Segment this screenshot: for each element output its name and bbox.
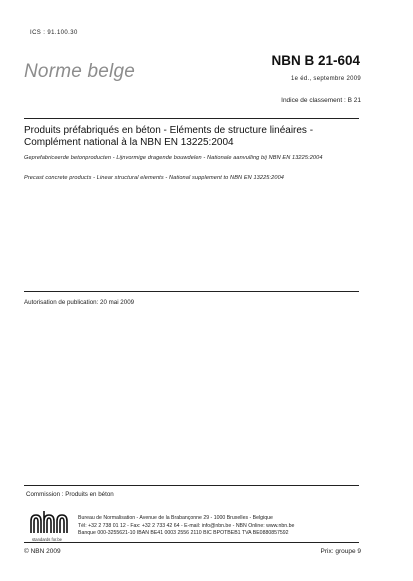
divider bbox=[24, 542, 359, 543]
title-english: Precast concrete products - Linear structural elements - National supplement to NBN EN 13225:2004 bbox=[24, 175, 284, 181]
copyright: © NBN 2009 bbox=[24, 548, 61, 555]
edition-date: 1e éd., septembre 2009 bbox=[291, 76, 361, 82]
nbn-logo-icon bbox=[28, 507, 68, 541]
document-type-label: Norme belge bbox=[24, 61, 135, 82]
divider bbox=[24, 118, 359, 119]
bank-line: Banque 000-3255621-10 IBAN BE41 0003 2556 2110 BIC BPOTBEB1 TVA BE0880857592 bbox=[78, 530, 289, 537]
standard-number: NBN B 21-604 bbox=[271, 53, 360, 68]
contact-line: Tél: +32 2 738 01 12 - Fax: +32 2 733 42 64 - E-mail: info@nbn.be - NBN Online: www.nbn.be bbox=[78, 522, 295, 529]
address-line: Bureau de Normalisation - Avenue de la Brabançonne 29 - 1000 Bruxelles - Belgique bbox=[78, 515, 273, 521]
price-group: Prix: groupe 9 bbox=[320, 548, 361, 555]
title-french: Produits préfabriqués en béton - Eléments de structure linéaires - Complément national à la NBN EN 13225:2004 bbox=[24, 125, 314, 148]
publisher-address bbox=[78, 515, 368, 538]
divider bbox=[24, 291, 359, 292]
title-dutch: Geprefabriceerde betonproducten - Lijnvormige dragende bouwdelen - Nationale aanvulling bij NBN EN 13225:2004 bbox=[24, 155, 323, 161]
divider bbox=[24, 485, 359, 486]
ics-code: ICS : 91.100.30 bbox=[30, 30, 78, 36]
commission-label: Commission : Produits en béton bbox=[26, 491, 114, 498]
classification-index: Indice de classement : B 21 bbox=[281, 97, 361, 104]
publication-authorization: Autorisation de publication: 20 mai 2009 bbox=[24, 299, 135, 306]
logo-caption: standards for.be bbox=[31, 537, 63, 542]
